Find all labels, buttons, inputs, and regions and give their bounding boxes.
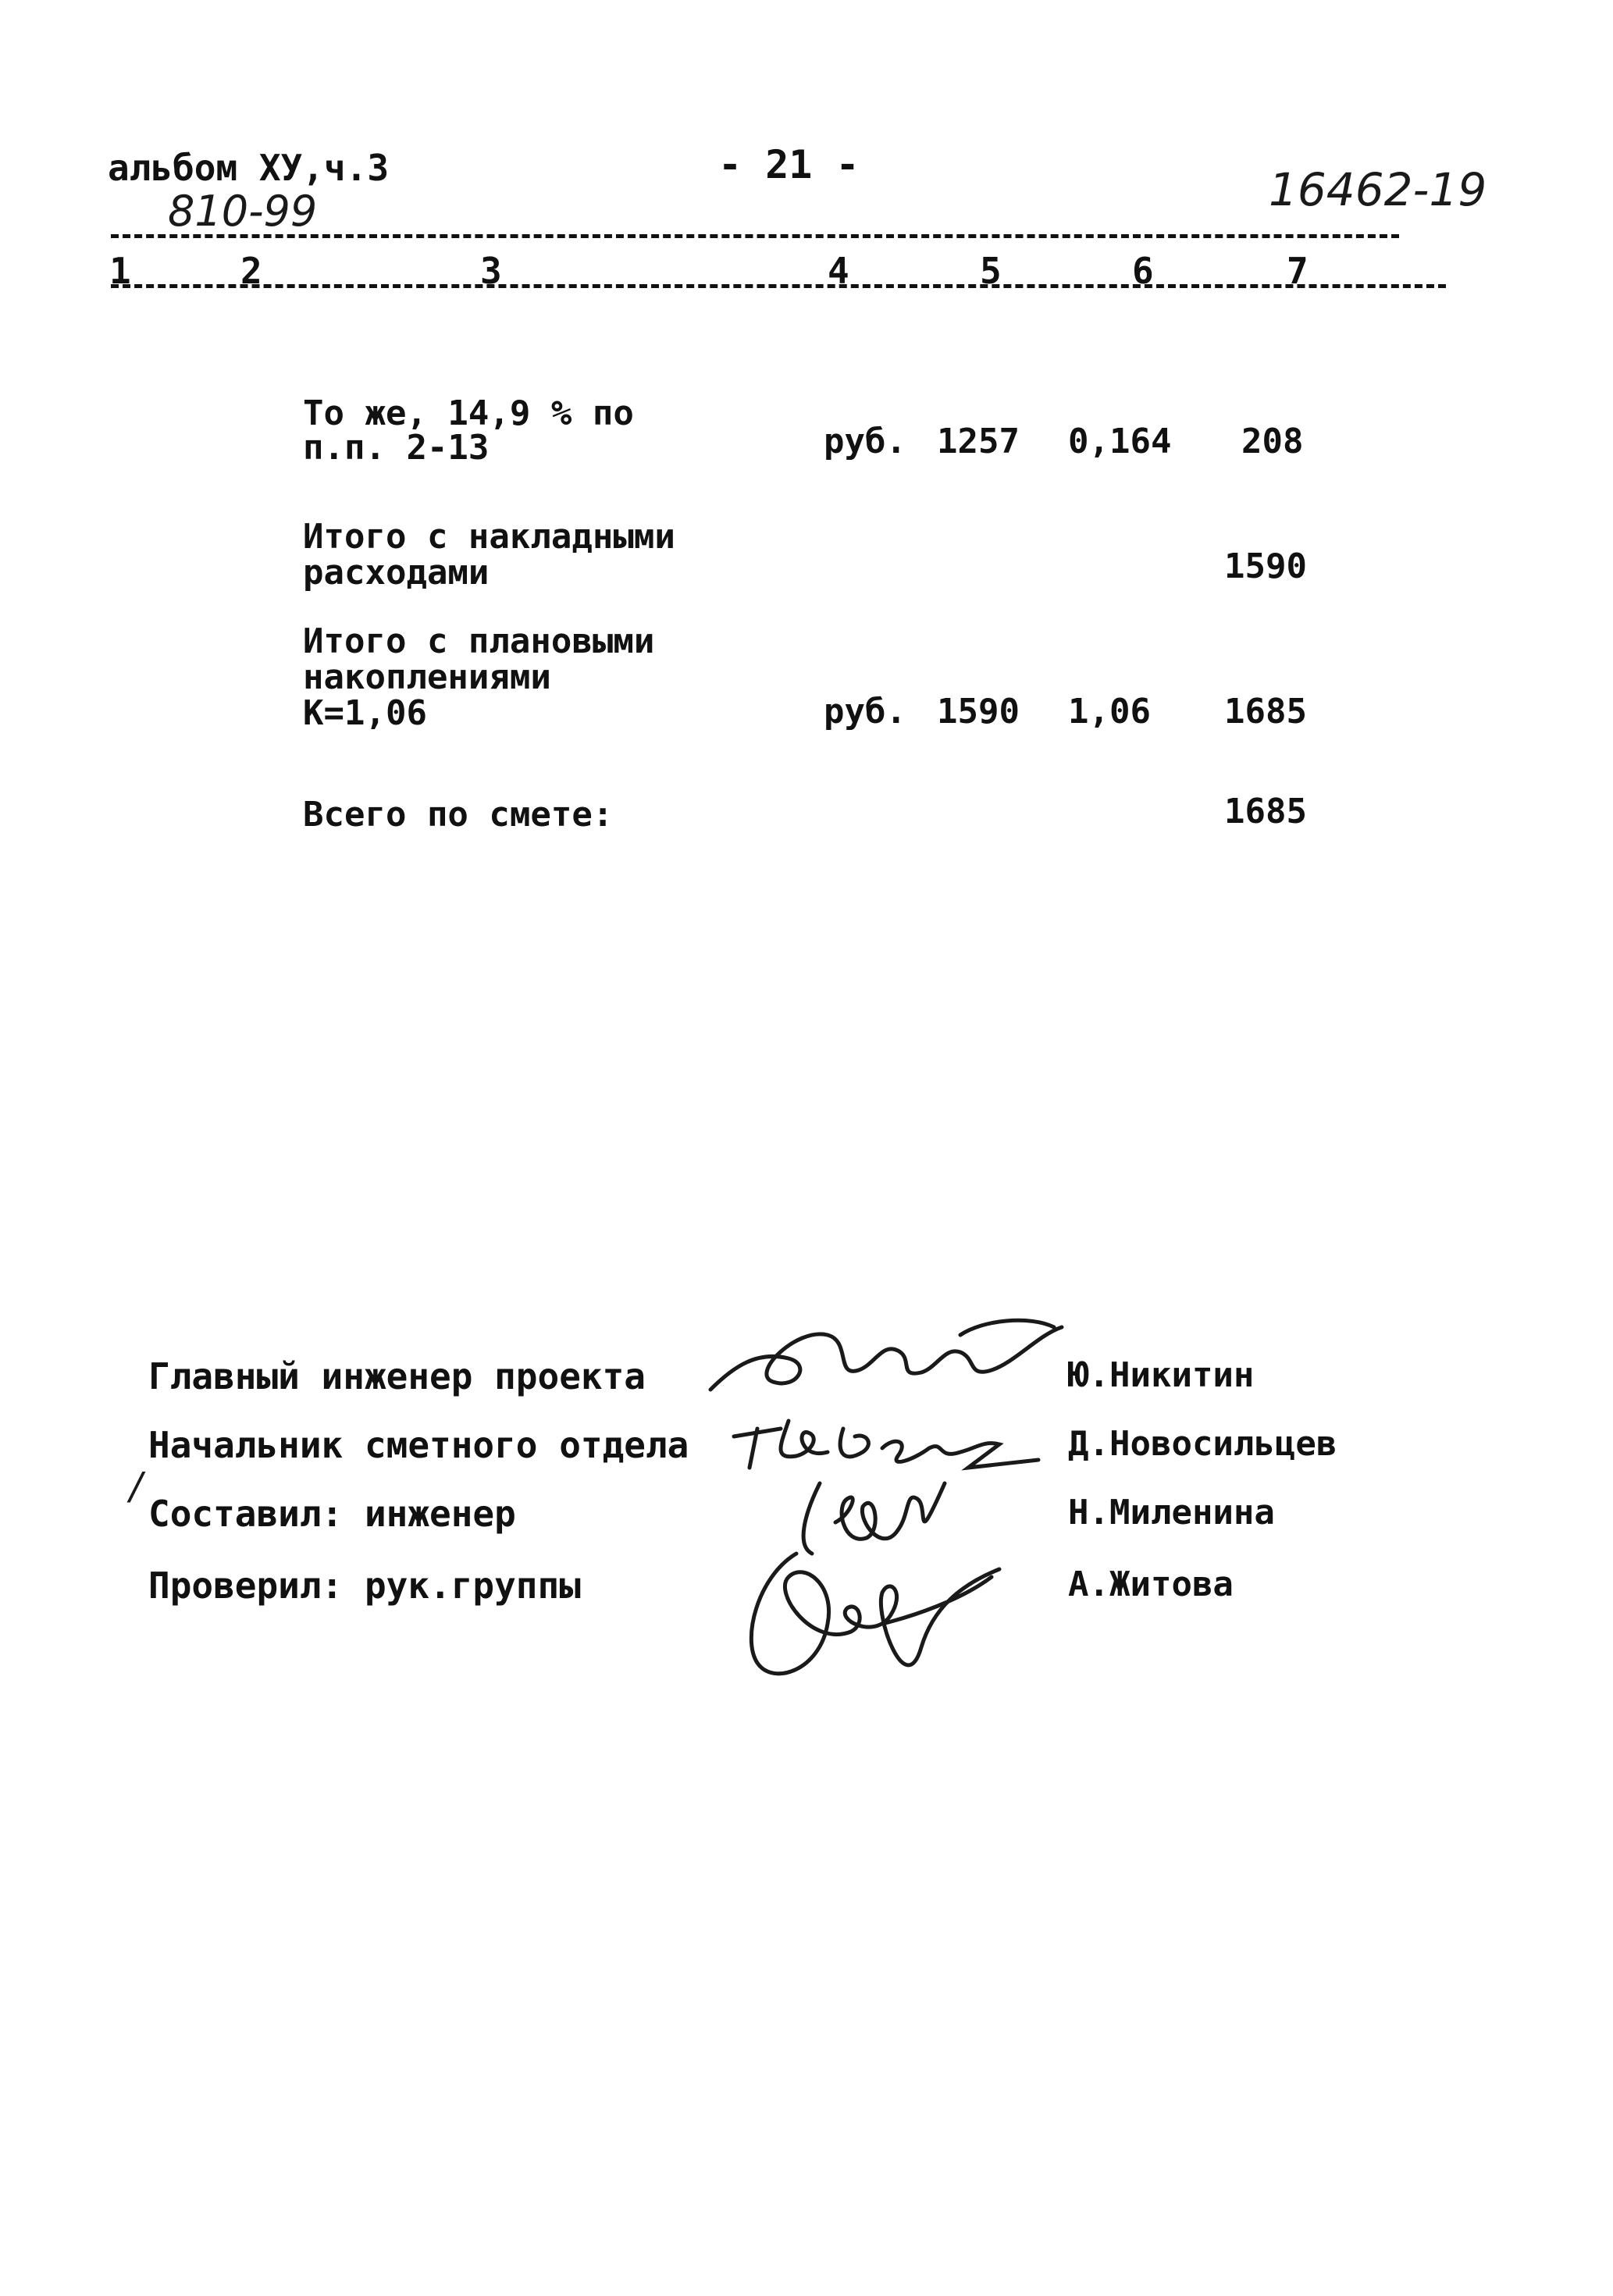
row-4-total: 1685 [1224, 792, 1307, 831]
column-number-4: 4 [828, 250, 849, 292]
header-divider-top [111, 234, 1399, 238]
row-3-base: 1590 [937, 692, 1020, 732]
row-2-text-line1: Итого с накладными [303, 517, 675, 557]
row-3-text-line1: Итого с плановыми [303, 621, 655, 661]
page-number: - 21 - [718, 142, 860, 187]
row-2-total: 1590 [1224, 546, 1307, 586]
row-3-total: 1685 [1224, 692, 1307, 732]
column-number-5: 5 [980, 250, 1002, 292]
signature-name-1: Ю.Никитин [1068, 1355, 1255, 1395]
row-4-text: Всего по смете: [303, 795, 614, 835]
row-1-base: 1257 [937, 422, 1020, 461]
handwritten-document-code: 16462-19 [1269, 163, 1487, 216]
row-1-total: 208 [1241, 422, 1304, 461]
signature-name-3: Н.Миленина [1068, 1493, 1275, 1532]
signature-name-2: Д.Новосильцев [1068, 1424, 1337, 1464]
signature-drawing-1 [703, 1304, 1070, 1405]
check-mark: / [130, 1465, 143, 1508]
signature-role-1: Главный инженер проекта [148, 1355, 646, 1397]
column-number-7: 7 [1287, 250, 1309, 292]
row-1-text-line2: п.п. 2-13 [303, 428, 490, 468]
row-3-unit: руб. [824, 692, 906, 732]
signature-role-2: Начальник сметного отдела [148, 1424, 689, 1466]
row-1-coef: 0,164 [1068, 422, 1172, 461]
row-2-text-line2: расходами [303, 553, 490, 593]
signature-role-3: Составил: инженер [148, 1493, 516, 1535]
column-number-6: 6 [1132, 250, 1154, 292]
header-divider-bottom [111, 284, 1446, 288]
row-1-text-line1: То же, 14,9 % по [303, 393, 634, 433]
column-number-3: 3 [480, 250, 502, 292]
row-3-text-line3: К=1,06 [303, 693, 427, 733]
handwritten-album-code: 810-99 [168, 187, 318, 236]
signature-name-4: А.Житова [1068, 1564, 1234, 1604]
signature-role-4: Проверил: рук.группы [148, 1564, 581, 1607]
row-3-text-line2: накоплениями [303, 657, 551, 697]
column-number-1: 1 [109, 250, 131, 292]
signature-drawing-4 [726, 1530, 1023, 1710]
column-number-2: 2 [240, 250, 262, 292]
row-3-coef: 1,06 [1068, 692, 1151, 732]
row-1-unit: руб. [824, 422, 906, 461]
album-reference: альбом XУ,ч.3 [108, 147, 390, 189]
